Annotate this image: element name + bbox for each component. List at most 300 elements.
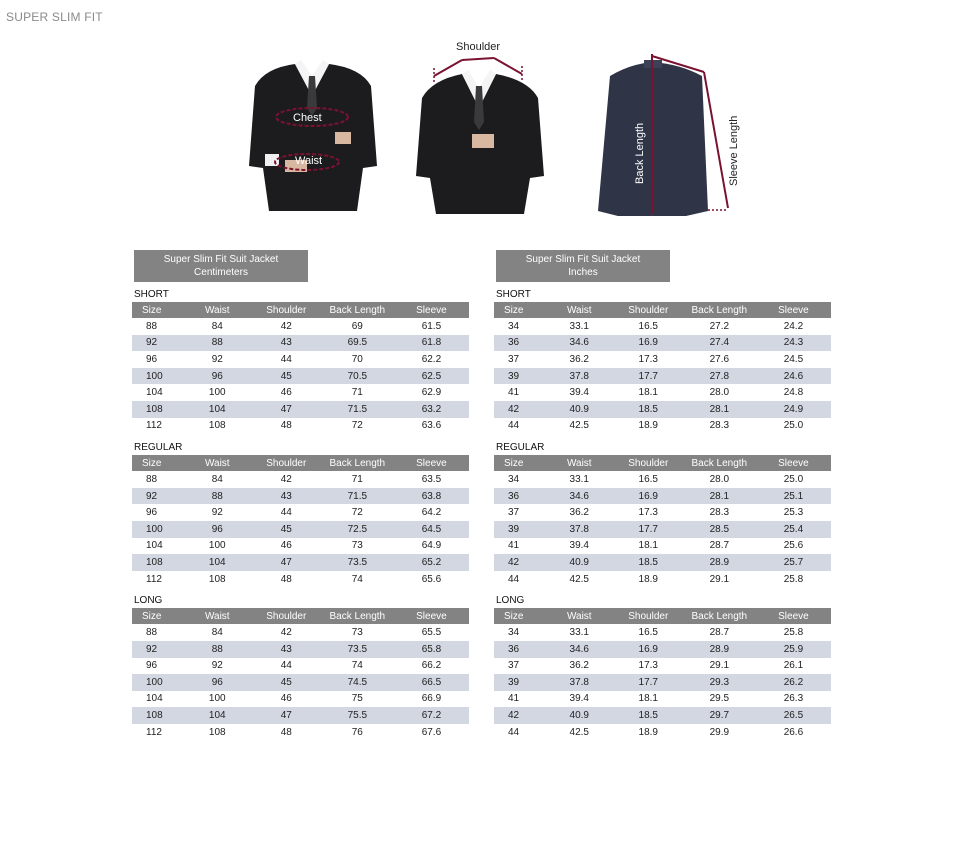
table-cell: 42 (280, 473, 292, 485)
table-cell: 92 (211, 507, 223, 519)
table-cell: 108 (208, 573, 226, 585)
panel-title: Super Slim Fit Suit Jacket (525, 254, 641, 265)
size-table (494, 302, 831, 434)
table-cell: 44 (508, 726, 520, 738)
table-cell: 39 (494, 521, 545, 538)
table-cell: 108 (208, 726, 226, 738)
table-cell: 63.5 (421, 473, 442, 485)
table-row (132, 571, 469, 588)
table-cell: 37 (508, 353, 520, 365)
section-label: SHORT (496, 289, 531, 300)
table-cell: 36.2 (569, 353, 589, 365)
table-cell: 37.8 (545, 674, 614, 691)
table-cell: 67.2 (394, 707, 469, 724)
table-row (132, 658, 469, 675)
table-cell: 28.7 (709, 540, 730, 552)
table-cell: 44 (280, 507, 292, 519)
table-cell: 39.4 (569, 693, 589, 705)
table-cell: 18.5 (614, 554, 683, 571)
table-cell: 29.1 (709, 660, 730, 672)
table-row (494, 504, 831, 521)
panel-unit: Inches (568, 267, 598, 278)
table-cell: 34 (508, 627, 520, 639)
table-cell: 104 (183, 554, 252, 571)
table-cell: 37 (508, 507, 520, 519)
table-row (494, 707, 831, 724)
table-cell: 64.2 (421, 507, 442, 519)
table-cell: 100 (132, 368, 183, 385)
table-cell: 100 (132, 674, 183, 691)
sleeve-length-label: Sleeve Length (728, 115, 740, 186)
cm-regular-section (132, 441, 472, 587)
table-cell: 28.7 (709, 627, 730, 639)
table-cell: 39.4 (569, 387, 589, 399)
table-cell: 27.2 (709, 320, 730, 332)
inches-panel-header (496, 250, 670, 282)
column-header: Shoulder (252, 302, 321, 318)
table-cell: 100 (208, 540, 226, 552)
table-row (494, 691, 831, 708)
table-cell: 62.9 (421, 387, 442, 399)
cm-long-section (132, 594, 472, 740)
table-cell: 71.5 (321, 401, 394, 418)
column-header: Waist (545, 608, 614, 624)
table-cell: 18.5 (614, 401, 683, 418)
table-cell: 92 (132, 641, 183, 658)
table-cell: 69 (351, 320, 363, 332)
table-cell: 29.1 (709, 573, 730, 585)
table-cell: 42 (494, 554, 545, 571)
table-cell: 42.5 (569, 420, 589, 432)
chest-label: Chest (293, 112, 322, 124)
table-cell: 28.9 (683, 554, 756, 571)
table-cell: 47 (252, 707, 321, 724)
table-cell: 65.8 (394, 641, 469, 658)
table-cell: 25.9 (756, 641, 831, 658)
table-cell: 71.5 (321, 488, 394, 505)
table-cell: 28.0 (709, 387, 730, 399)
table-cell: 88 (183, 641, 252, 658)
section-label: REGULAR (496, 442, 545, 454)
table-cell: 44 (280, 353, 292, 365)
table-cell: 40.9 (545, 707, 614, 724)
table-cell: 76 (351, 726, 363, 738)
table-cell: 18.9 (638, 726, 658, 738)
table-cell: 108 (132, 707, 183, 724)
table-row (494, 318, 831, 335)
size-table (494, 455, 831, 587)
table-cell: 92 (211, 660, 223, 672)
table-cell: 17.7 (614, 368, 683, 385)
table-cell: 104 (183, 707, 252, 724)
page-title: SUPER SLIM FIT (6, 10, 103, 24)
table-cell: 45 (252, 368, 321, 385)
table-row (132, 471, 469, 488)
table-cell: 92 (132, 335, 183, 352)
table-cell: 73 (351, 540, 363, 552)
table-cell: 34.6 (545, 335, 614, 352)
column-header: Back Length (321, 608, 394, 624)
table-cell: 18.9 (638, 573, 658, 585)
table-cell: 100 (208, 387, 226, 399)
table-row (132, 384, 469, 401)
column-header: Back Length (321, 302, 394, 318)
table-cell: 33.1 (569, 473, 589, 485)
table-cell: 96 (146, 353, 158, 365)
table-row (132, 401, 469, 418)
column-header: Shoulder (614, 455, 683, 471)
table-cell: 61.5 (421, 320, 442, 332)
size-table (494, 608, 831, 740)
table-row (132, 538, 469, 555)
table-cell: 34.6 (545, 488, 614, 505)
table-cell: 72 (351, 420, 363, 432)
table-row (494, 384, 831, 401)
table-cell: 63.8 (394, 488, 469, 505)
table-cell: 92 (211, 353, 223, 365)
table-cell: 64.5 (394, 521, 469, 538)
table-cell: 28.9 (683, 641, 756, 658)
table-cell: 16.9 (614, 641, 683, 658)
table-cell: 42 (280, 627, 292, 639)
table-cell: 25.0 (783, 420, 804, 432)
centimeters-panel (132, 250, 472, 740)
table-cell: 108 (208, 420, 226, 432)
table-row (494, 674, 831, 691)
table-cell: 47 (252, 401, 321, 418)
table-cell: 40.9 (545, 401, 614, 418)
table-cell: 104 (146, 693, 163, 705)
table-cell: 96 (183, 674, 252, 691)
column-header: Size (494, 608, 545, 624)
table-cell: 104 (146, 540, 163, 552)
table-cell: 92 (132, 488, 183, 505)
inches-panel (494, 250, 834, 740)
table-cell: 36.2 (569, 507, 589, 519)
table-row (494, 488, 831, 505)
table-cell: 27.4 (683, 335, 756, 352)
table-cell: 43 (252, 488, 321, 505)
table-cell: 27.8 (683, 368, 756, 385)
table-cell: 36 (494, 335, 545, 352)
column-header: Sleeve (756, 302, 831, 318)
jacket-front-chest-waist-figure (245, 36, 385, 221)
table-cell: 18.1 (638, 693, 658, 705)
table-cell: 16.9 (614, 335, 683, 352)
centimeters-panel-header (134, 250, 308, 282)
table-cell: 73 (351, 627, 363, 639)
table-cell: 37 (508, 660, 520, 672)
table-cell: 44 (280, 660, 292, 672)
table-cell: 62.5 (394, 368, 469, 385)
table-cell: 26.3 (783, 693, 804, 705)
table-cell: 34.6 (545, 641, 614, 658)
table-cell: 29.5 (709, 693, 730, 705)
table-cell: 28.1 (683, 488, 756, 505)
table-cell: 45 (252, 521, 321, 538)
table-cell: 71 (351, 387, 363, 399)
cm-short-section (132, 288, 472, 434)
table-cell: 43 (252, 335, 321, 352)
table-cell: 70 (351, 353, 363, 365)
table-cell: 39 (494, 674, 545, 691)
table-cell: 112 (146, 573, 162, 585)
table-cell: 46 (280, 540, 292, 552)
table-row (494, 335, 831, 352)
table-row (132, 724, 469, 741)
table-cell: 72.5 (321, 521, 394, 538)
table-cell: 26.1 (783, 660, 804, 672)
table-row (494, 368, 831, 385)
table-row (132, 504, 469, 521)
size-table (132, 608, 469, 740)
table-cell: 44 (508, 420, 520, 432)
table-cell: 36.2 (569, 660, 589, 672)
table-cell: 112 (146, 726, 162, 738)
table-cell: 42 (494, 401, 545, 418)
table-cell: 96 (146, 507, 158, 519)
table-row (132, 335, 469, 352)
table-row (494, 624, 831, 641)
table-cell: 42.5 (569, 726, 589, 738)
table-cell: 28.0 (709, 473, 730, 485)
table-cell: 17.7 (614, 521, 683, 538)
table-row (494, 554, 831, 571)
table-cell: 17.3 (638, 353, 658, 365)
table-cell: 70.5 (321, 368, 394, 385)
table-cell: 112 (146, 420, 162, 432)
table-cell: 17.3 (638, 507, 658, 519)
column-header: Sleeve (756, 608, 831, 624)
table-cell: 16.5 (638, 320, 658, 332)
table-cell: 24.3 (756, 335, 831, 352)
table-cell: 24.9 (756, 401, 831, 418)
column-header: Back Length (683, 302, 756, 318)
column-header: Back Length (683, 455, 756, 471)
column-header: Sleeve (756, 455, 831, 471)
table-cell: 108 (132, 401, 183, 418)
size-table (132, 455, 469, 587)
table-cell: 74 (351, 573, 363, 585)
table-cell: 73.5 (321, 554, 394, 571)
table-cell: 25.8 (783, 573, 804, 585)
table-cell: 65.2 (394, 554, 469, 571)
table-cell: 16.9 (614, 488, 683, 505)
table-cell: 25.0 (783, 473, 804, 485)
table-cell: 39.4 (569, 540, 589, 552)
table-cell: 41 (508, 540, 520, 552)
table-cell: 74 (351, 660, 363, 672)
table-cell: 37.8 (545, 521, 614, 538)
table-cell: 84 (211, 627, 223, 639)
table-cell: 65.6 (421, 573, 442, 585)
table-cell: 108 (132, 554, 183, 571)
table-cell: 62.2 (421, 353, 442, 365)
table-cell: 33.1 (569, 320, 589, 332)
in-regular-section (494, 441, 834, 587)
table-row (494, 641, 831, 658)
waist-label: Waist (295, 155, 323, 167)
table-cell: 24.8 (783, 387, 804, 399)
column-header: Waist (545, 302, 614, 318)
column-header: Shoulder (252, 455, 321, 471)
back-length-label: Back Length (634, 122, 646, 184)
section-label: LONG (496, 595, 525, 607)
table-cell: 24.2 (783, 320, 804, 332)
table-cell: 17.7 (614, 674, 683, 691)
table-row (494, 418, 831, 435)
table-cell: 16.5 (638, 627, 658, 639)
table-cell: 46 (280, 693, 292, 705)
jacket-back-figure (590, 36, 750, 226)
table-cell: 25.8 (783, 627, 804, 639)
table-cell: 18.1 (638, 540, 658, 552)
table-row (132, 554, 469, 571)
column-header: Back Length (683, 608, 756, 624)
table-cell: 66.9 (421, 693, 442, 705)
table-row (494, 351, 831, 368)
table-cell: 34 (508, 473, 520, 485)
table-row (132, 351, 469, 368)
table-cell: 48 (280, 726, 292, 738)
table-cell: 26.6 (783, 726, 804, 738)
table-row (132, 418, 469, 435)
table-cell: 88 (146, 627, 158, 639)
column-header: Waist (545, 455, 614, 471)
table-row (132, 674, 469, 691)
table-cell: 28.3 (709, 420, 730, 432)
column-header: Size (132, 608, 183, 624)
table-cell: 66.5 (394, 674, 469, 691)
table-row (494, 401, 831, 418)
table-row (132, 318, 469, 335)
table-cell: 84 (211, 473, 223, 485)
table-cell: 28.1 (683, 401, 756, 418)
table-cell: 88 (183, 488, 252, 505)
table-cell: 29.3 (683, 674, 756, 691)
jacket-front-shoulder-figure (412, 36, 552, 221)
column-header: Waist (183, 302, 252, 318)
table-row (494, 658, 831, 675)
column-header: Back Length (321, 455, 394, 471)
table-cell: 42 (494, 707, 545, 724)
column-header: Shoulder (252, 608, 321, 624)
column-header: Size (132, 302, 183, 318)
table-cell: 48 (280, 420, 292, 432)
table-cell: 44 (508, 573, 520, 585)
table-cell: 88 (146, 473, 158, 485)
table-cell: 74.5 (321, 674, 394, 691)
table-cell: 25.4 (756, 521, 831, 538)
table-cell: 41 (508, 387, 520, 399)
section-label: REGULAR (134, 442, 183, 454)
table-cell: 67.6 (421, 726, 442, 738)
panel-title: Super Slim Fit Suit Jacket (163, 254, 279, 265)
table-cell: 25.3 (783, 507, 804, 519)
table-cell: 25.1 (756, 488, 831, 505)
column-header: Waist (183, 608, 252, 624)
table-cell: 69.5 (321, 335, 394, 352)
table-cell: 18.5 (614, 707, 683, 724)
table-cell: 25.7 (756, 554, 831, 571)
table-cell: 40.9 (545, 554, 614, 571)
table-row (132, 521, 469, 538)
table-cell: 18.1 (638, 387, 658, 399)
table-cell: 16.5 (638, 473, 658, 485)
table-cell: 26.5 (756, 707, 831, 724)
table-cell: 84 (211, 320, 223, 332)
table-cell: 36 (494, 641, 545, 658)
panel-unit: Centimeters (194, 267, 248, 278)
table-row (132, 641, 469, 658)
column-header: Size (132, 455, 183, 471)
table-cell: 64.9 (421, 540, 442, 552)
table-cell: 96 (183, 368, 252, 385)
table-cell: 71 (351, 473, 363, 485)
table-cell: 26.2 (756, 674, 831, 691)
table-cell: 88 (183, 335, 252, 352)
column-header: Sleeve (394, 302, 469, 318)
table-row (132, 707, 469, 724)
table-row (494, 571, 831, 588)
size-table (132, 302, 469, 434)
column-header: Size (494, 302, 545, 318)
column-header: Waist (183, 455, 252, 471)
table-cell: 24.5 (783, 353, 804, 365)
table-row (494, 724, 831, 741)
table-cell: 29.7 (683, 707, 756, 724)
table-cell: 75.5 (321, 707, 394, 724)
table-cell: 45 (252, 674, 321, 691)
table-cell: 48 (280, 573, 292, 585)
table-cell: 47 (252, 554, 321, 571)
table-cell: 34 (508, 320, 520, 332)
table-cell: 37.8 (545, 368, 614, 385)
table-row (132, 624, 469, 641)
column-header: Shoulder (614, 608, 683, 624)
table-cell: 63.2 (394, 401, 469, 418)
table-row (494, 538, 831, 555)
column-header: Shoulder (614, 302, 683, 318)
table-cell: 41 (508, 693, 520, 705)
table-row (494, 521, 831, 538)
table-cell: 43 (252, 641, 321, 658)
table-cell: 46 (280, 387, 292, 399)
table-cell: 66.2 (421, 660, 442, 672)
table-cell: 36 (494, 488, 545, 505)
table-cell: 104 (146, 387, 163, 399)
table-cell: 61.8 (394, 335, 469, 352)
table-cell: 17.3 (638, 660, 658, 672)
table-cell: 18.9 (638, 420, 658, 432)
table-cell: 27.6 (709, 353, 730, 365)
section-label: SHORT (134, 289, 169, 300)
table-cell: 28.3 (709, 507, 730, 519)
in-long-section (494, 594, 834, 740)
table-cell: 96 (183, 521, 252, 538)
shoulder-label: Shoulder (456, 41, 501, 53)
table-row (494, 471, 831, 488)
table-row (132, 368, 469, 385)
table-cell: 72 (351, 507, 363, 519)
table-cell: 42 (280, 320, 292, 332)
column-header: Size (494, 455, 545, 471)
table-cell: 25.6 (783, 540, 804, 552)
table-cell: 39 (494, 368, 545, 385)
table-cell: 65.5 (421, 627, 442, 639)
column-header: Sleeve (394, 455, 469, 471)
table-cell: 96 (146, 660, 158, 672)
